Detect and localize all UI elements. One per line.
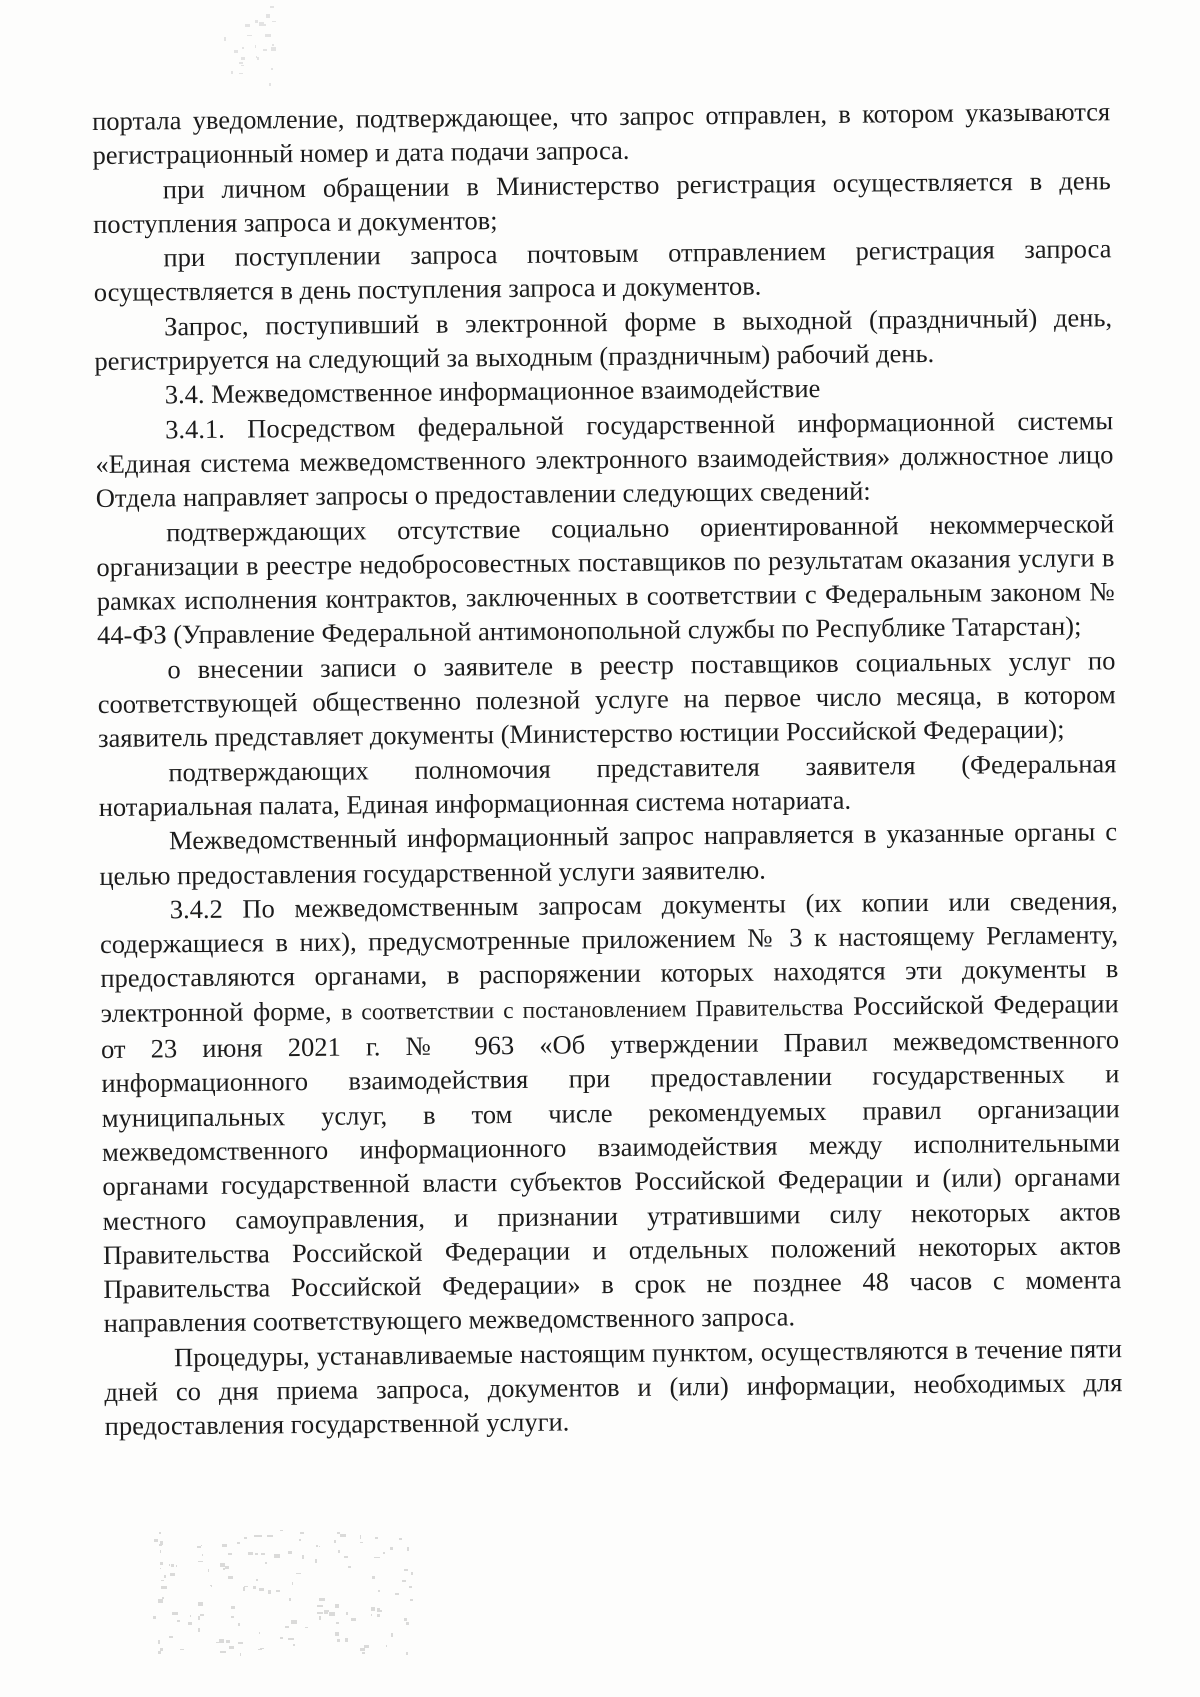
scan-speck xyxy=(362,1652,365,1654)
scan-speck xyxy=(258,1649,262,1650)
scan-speck xyxy=(240,1653,241,1656)
scan-speck xyxy=(177,1620,180,1622)
scan-speck xyxy=(239,73,243,74)
scan-speck xyxy=(238,1642,243,1644)
paragraph-portal-notification: портала уведомление, подтверждающее, что запрос отправлен, в котором указываются регистрационный номер и дата подачи запроса. xyxy=(92,96,1111,171)
scan-speck xyxy=(302,1555,304,1559)
scan-speck xyxy=(220,1563,225,1567)
scan-speck xyxy=(377,1610,382,1612)
scan-speck xyxy=(234,50,238,53)
paragraph-3-4-1: 3.4.1. Посредством федеральной государственной информационной системы «Единая система межведомственного электронного взаимодействия» должностное лицо Отдела направляет запросы о предоставлении следующих сведений: xyxy=(95,404,1114,514)
scan-speck xyxy=(242,47,244,49)
scan-speck xyxy=(316,1545,318,1547)
scan-speck xyxy=(197,1546,201,1548)
scan-speck xyxy=(170,1573,175,1576)
scan-speck xyxy=(169,1636,173,1638)
scan-speck xyxy=(269,83,271,86)
paragraph-personal-appeal: при личном обращении в Министерство регистрация осуществляется в день поступления запроса и документов; xyxy=(93,164,1111,239)
scan-speck xyxy=(247,35,252,36)
scan-speck xyxy=(360,1542,363,1543)
scan-speck xyxy=(198,1616,200,1620)
scan-speck xyxy=(293,1644,295,1646)
scan-speck xyxy=(406,1622,409,1625)
section-heading-3-4: 3.4. Межведомственное информационное взаимодействие xyxy=(164,373,821,410)
paragraph-holiday-request: Запрос, поступивший в электронной форме в выходной (праздничный) день, регистрируется на следующий за выходным (праздничным) рабочий день. xyxy=(94,301,1113,377)
scan-speck xyxy=(153,1616,156,1619)
scan-speck xyxy=(334,1540,336,1543)
scan-speck xyxy=(336,1622,339,1624)
scan-speck xyxy=(271,47,276,51)
scan-speck xyxy=(317,1612,323,1614)
scan-speck xyxy=(255,20,258,23)
scan-speck xyxy=(200,1614,204,1616)
scan-artifact-top xyxy=(222,0,282,90)
paragraph-3-4-2 xyxy=(100,883,1122,1341)
scan-speck xyxy=(288,1551,292,1554)
scan-speck xyxy=(360,1648,365,1651)
scan-speck xyxy=(270,6,274,8)
scan-speck xyxy=(228,1576,233,1579)
scan-speck xyxy=(335,1604,339,1608)
scan-speck xyxy=(319,1546,320,1547)
scan-speck xyxy=(238,1623,240,1626)
scan-speck xyxy=(266,14,270,18)
scan-speck xyxy=(338,1550,340,1553)
scan-speck xyxy=(348,1566,351,1568)
scan-speck xyxy=(161,1586,167,1589)
scan-speck xyxy=(256,1579,258,1581)
scan-speck xyxy=(231,1606,235,1609)
scan-speck xyxy=(406,1652,408,1655)
scan-speck xyxy=(265,34,271,37)
scan-speck xyxy=(346,1612,348,1615)
paragraph-3-4-2-part-2: в соответствии с постановлением Правительства xyxy=(341,994,844,1026)
scan-speck xyxy=(198,1628,200,1632)
scan-speck xyxy=(180,1649,184,1650)
scan-speck xyxy=(390,1547,393,1550)
scan-speck xyxy=(329,1612,335,1616)
scan-speck xyxy=(201,1545,202,1546)
scan-speck xyxy=(254,1535,259,1537)
scan-speck xyxy=(202,1554,203,1556)
scan-speck xyxy=(160,1550,161,1553)
scan-speck xyxy=(261,1553,265,1555)
scan-speck xyxy=(257,57,259,60)
scan-speck xyxy=(391,1633,393,1637)
scan-speck xyxy=(402,1580,406,1582)
scan-speck xyxy=(169,1564,170,1566)
scan-speck xyxy=(245,24,250,27)
scan-speck xyxy=(198,1602,203,1606)
scan-speck xyxy=(259,1632,260,1634)
scan-speck xyxy=(372,1576,375,1579)
scan-speck xyxy=(299,1539,301,1541)
scan-speck xyxy=(280,1637,283,1639)
scan-speck xyxy=(229,1646,234,1649)
scan-speck xyxy=(375,1537,378,1539)
scan-speck xyxy=(411,1572,413,1575)
scan-speck xyxy=(228,1553,232,1555)
scan-speck xyxy=(159,1532,161,1534)
scan-speck xyxy=(220,1651,226,1653)
scan-speck xyxy=(319,1598,325,1601)
scan-speck xyxy=(171,1564,174,1567)
scan-speck xyxy=(407,1547,409,1551)
scan-speck xyxy=(190,1615,191,1617)
scan-speck xyxy=(255,1553,258,1555)
scan-speck xyxy=(371,1614,372,1616)
scan-speck xyxy=(188,1622,192,1625)
scan-speck xyxy=(158,1640,160,1644)
document-body xyxy=(92,94,1123,1443)
scan-speck xyxy=(404,1569,408,1571)
scan-speck xyxy=(241,57,245,60)
scan-speck xyxy=(319,1616,321,1620)
scan-speck xyxy=(272,21,276,22)
scan-speck xyxy=(340,1534,346,1537)
paragraph-unfair-suppliers: подтверждающих отсутствие социально ориентированной некоммерческой организации в реестре недобросовестных поставщиков по результатам оказания услуги в рамках исполнения контрактов, заключенных в соответствии с Федеральным законом № 44-ФЗ (Управление Федеральной антимонопольной службы по Республике Татарстан); xyxy=(96,507,1115,651)
scan-speck xyxy=(259,22,264,26)
scan-speck xyxy=(378,1590,380,1592)
scan-speck xyxy=(404,1618,407,1621)
scan-speck xyxy=(409,1586,412,1588)
scan-speck xyxy=(268,1590,271,1594)
scan-speck xyxy=(210,1585,212,1586)
scan-speck xyxy=(160,1568,161,1569)
scan-speck xyxy=(280,1530,283,1531)
scan-speck xyxy=(399,1538,402,1540)
scan-speck xyxy=(371,1607,375,1611)
scan-speck xyxy=(172,1612,178,1615)
scan-speck xyxy=(271,68,273,70)
scan-speck xyxy=(237,1542,240,1544)
scan-speck xyxy=(345,1638,348,1642)
scan-speck xyxy=(289,1598,291,1601)
scan-speck xyxy=(383,1552,385,1554)
scan-speck xyxy=(198,1561,203,1562)
scan-speck xyxy=(337,1639,340,1642)
paragraph-procedures-deadline: Процедуры, устанавливаемые настоящим пунктом, осуществляются в течение пяти дней со дня приема запроса, документов и (или) информации, необходимых для предоставления государственной услуги. xyxy=(104,1332,1123,1442)
scan-speck xyxy=(208,1569,209,1572)
scan-speck xyxy=(222,1544,227,1547)
paragraph-social-services-registry: о внесении записи о заявителе в реестр поставщиков социальных услуг по соответствующей общественно полезной услуге на первое число месяца, в котором заявитель представляет документы (Министерство юстиции Российской Федерации); xyxy=(97,644,1116,754)
scan-speck xyxy=(244,1586,248,1587)
paragraph-3-4-2-part-1: 3.4.2 По межведомственным запросам документы (их копии или сведения, содержащиеся в них), предусмотренные приложением № 3 к настоящему Регламенту, предоставляются органами, в распоряжении которых находятся эти документы в электронной форме, xyxy=(99,885,1119,1028)
scan-speck xyxy=(154,1539,158,1542)
paragraph-postal-request: при поступлении запроса почтовым отправлением регистрация запроса осуществляется в день поступления запроса и документов. xyxy=(93,233,1112,308)
scan-speck xyxy=(239,62,243,64)
scan-speck xyxy=(161,1580,164,1581)
scan-speck xyxy=(296,1573,301,1574)
scan-speck xyxy=(160,1562,163,1565)
scan-speck xyxy=(315,1559,317,1563)
scan-speck xyxy=(377,1614,380,1617)
scan-speck xyxy=(255,45,256,48)
paragraph-interagency-request: Межведомственный информационный запрос направляется в указанные органы с целью предоставления государственной услуги заявителю. xyxy=(99,816,1118,891)
scan-speck xyxy=(272,44,274,46)
scan-speck xyxy=(285,1626,289,1628)
scan-speck xyxy=(231,1616,234,1618)
scan-speck xyxy=(267,1535,273,1537)
scan-speck xyxy=(164,1575,166,1578)
scan-speck xyxy=(253,1586,256,1589)
scan-speck xyxy=(291,1620,297,1624)
scan-speck xyxy=(386,1645,387,1647)
scan-speck xyxy=(276,1590,280,1592)
scan-speck xyxy=(292,1582,293,1585)
scan-speck xyxy=(259,1588,264,1591)
scan-speck xyxy=(288,1638,294,1640)
scan-speck xyxy=(317,1605,323,1607)
paragraph-representative-authority: подтверждающих полномочия представителя заявителя (Федеральная нотариальная палата, Единая информационная система нотариата. xyxy=(98,747,1117,822)
scan-artifact-bottom xyxy=(150,1530,420,1660)
scan-speck xyxy=(241,65,244,66)
scan-speck xyxy=(158,1651,161,1654)
paragraph-3-4-2-part-3: Российской Федерации от 23 июня 2021 г. № 963 «Об утверждении Правил межведомственного информационного взаимодействия при предоставлении государственных и муниципальных услуг, в том числе рекомендуемых правил организации межведомственного информационного взаимодействия между исполнительными органами государственной власти субъектов Российской Федерации и (или) органами местного самоуправления, и признании утратившими силу некоторых актов Правительства Российской Федерации и отдельных положений некоторых актов Правительства Российской Федерации» в срок не позднее 48 часов с момента направления соответствующего межведомственного запроса. xyxy=(100,987,1122,1339)
scan-speck xyxy=(360,1535,361,1539)
scan-speck xyxy=(263,49,267,51)
scan-speck xyxy=(248,1552,253,1555)
scan-speck xyxy=(344,1556,348,1558)
scan-speck xyxy=(176,1565,177,1567)
scan-speck xyxy=(410,1599,413,1601)
scan-speck xyxy=(265,1562,267,1564)
scan-speck xyxy=(160,1541,163,1545)
scan-speck xyxy=(300,1532,304,1534)
scan-speck xyxy=(219,1639,224,1643)
scan-speck xyxy=(374,1557,380,1558)
scan-speck xyxy=(158,1599,163,1603)
scan-speck xyxy=(224,37,226,41)
scan-speck xyxy=(395,1593,399,1595)
scan-speck xyxy=(226,1640,230,1643)
scan-speck xyxy=(231,71,233,74)
scan-speck xyxy=(243,1587,245,1591)
scan-speck xyxy=(244,1537,247,1539)
scan-speck xyxy=(225,1566,229,1569)
scan-speck xyxy=(274,1554,280,1558)
scan-speck xyxy=(335,1632,339,1636)
scan-speck xyxy=(305,1627,308,1628)
scan-speck xyxy=(351,1618,356,1621)
